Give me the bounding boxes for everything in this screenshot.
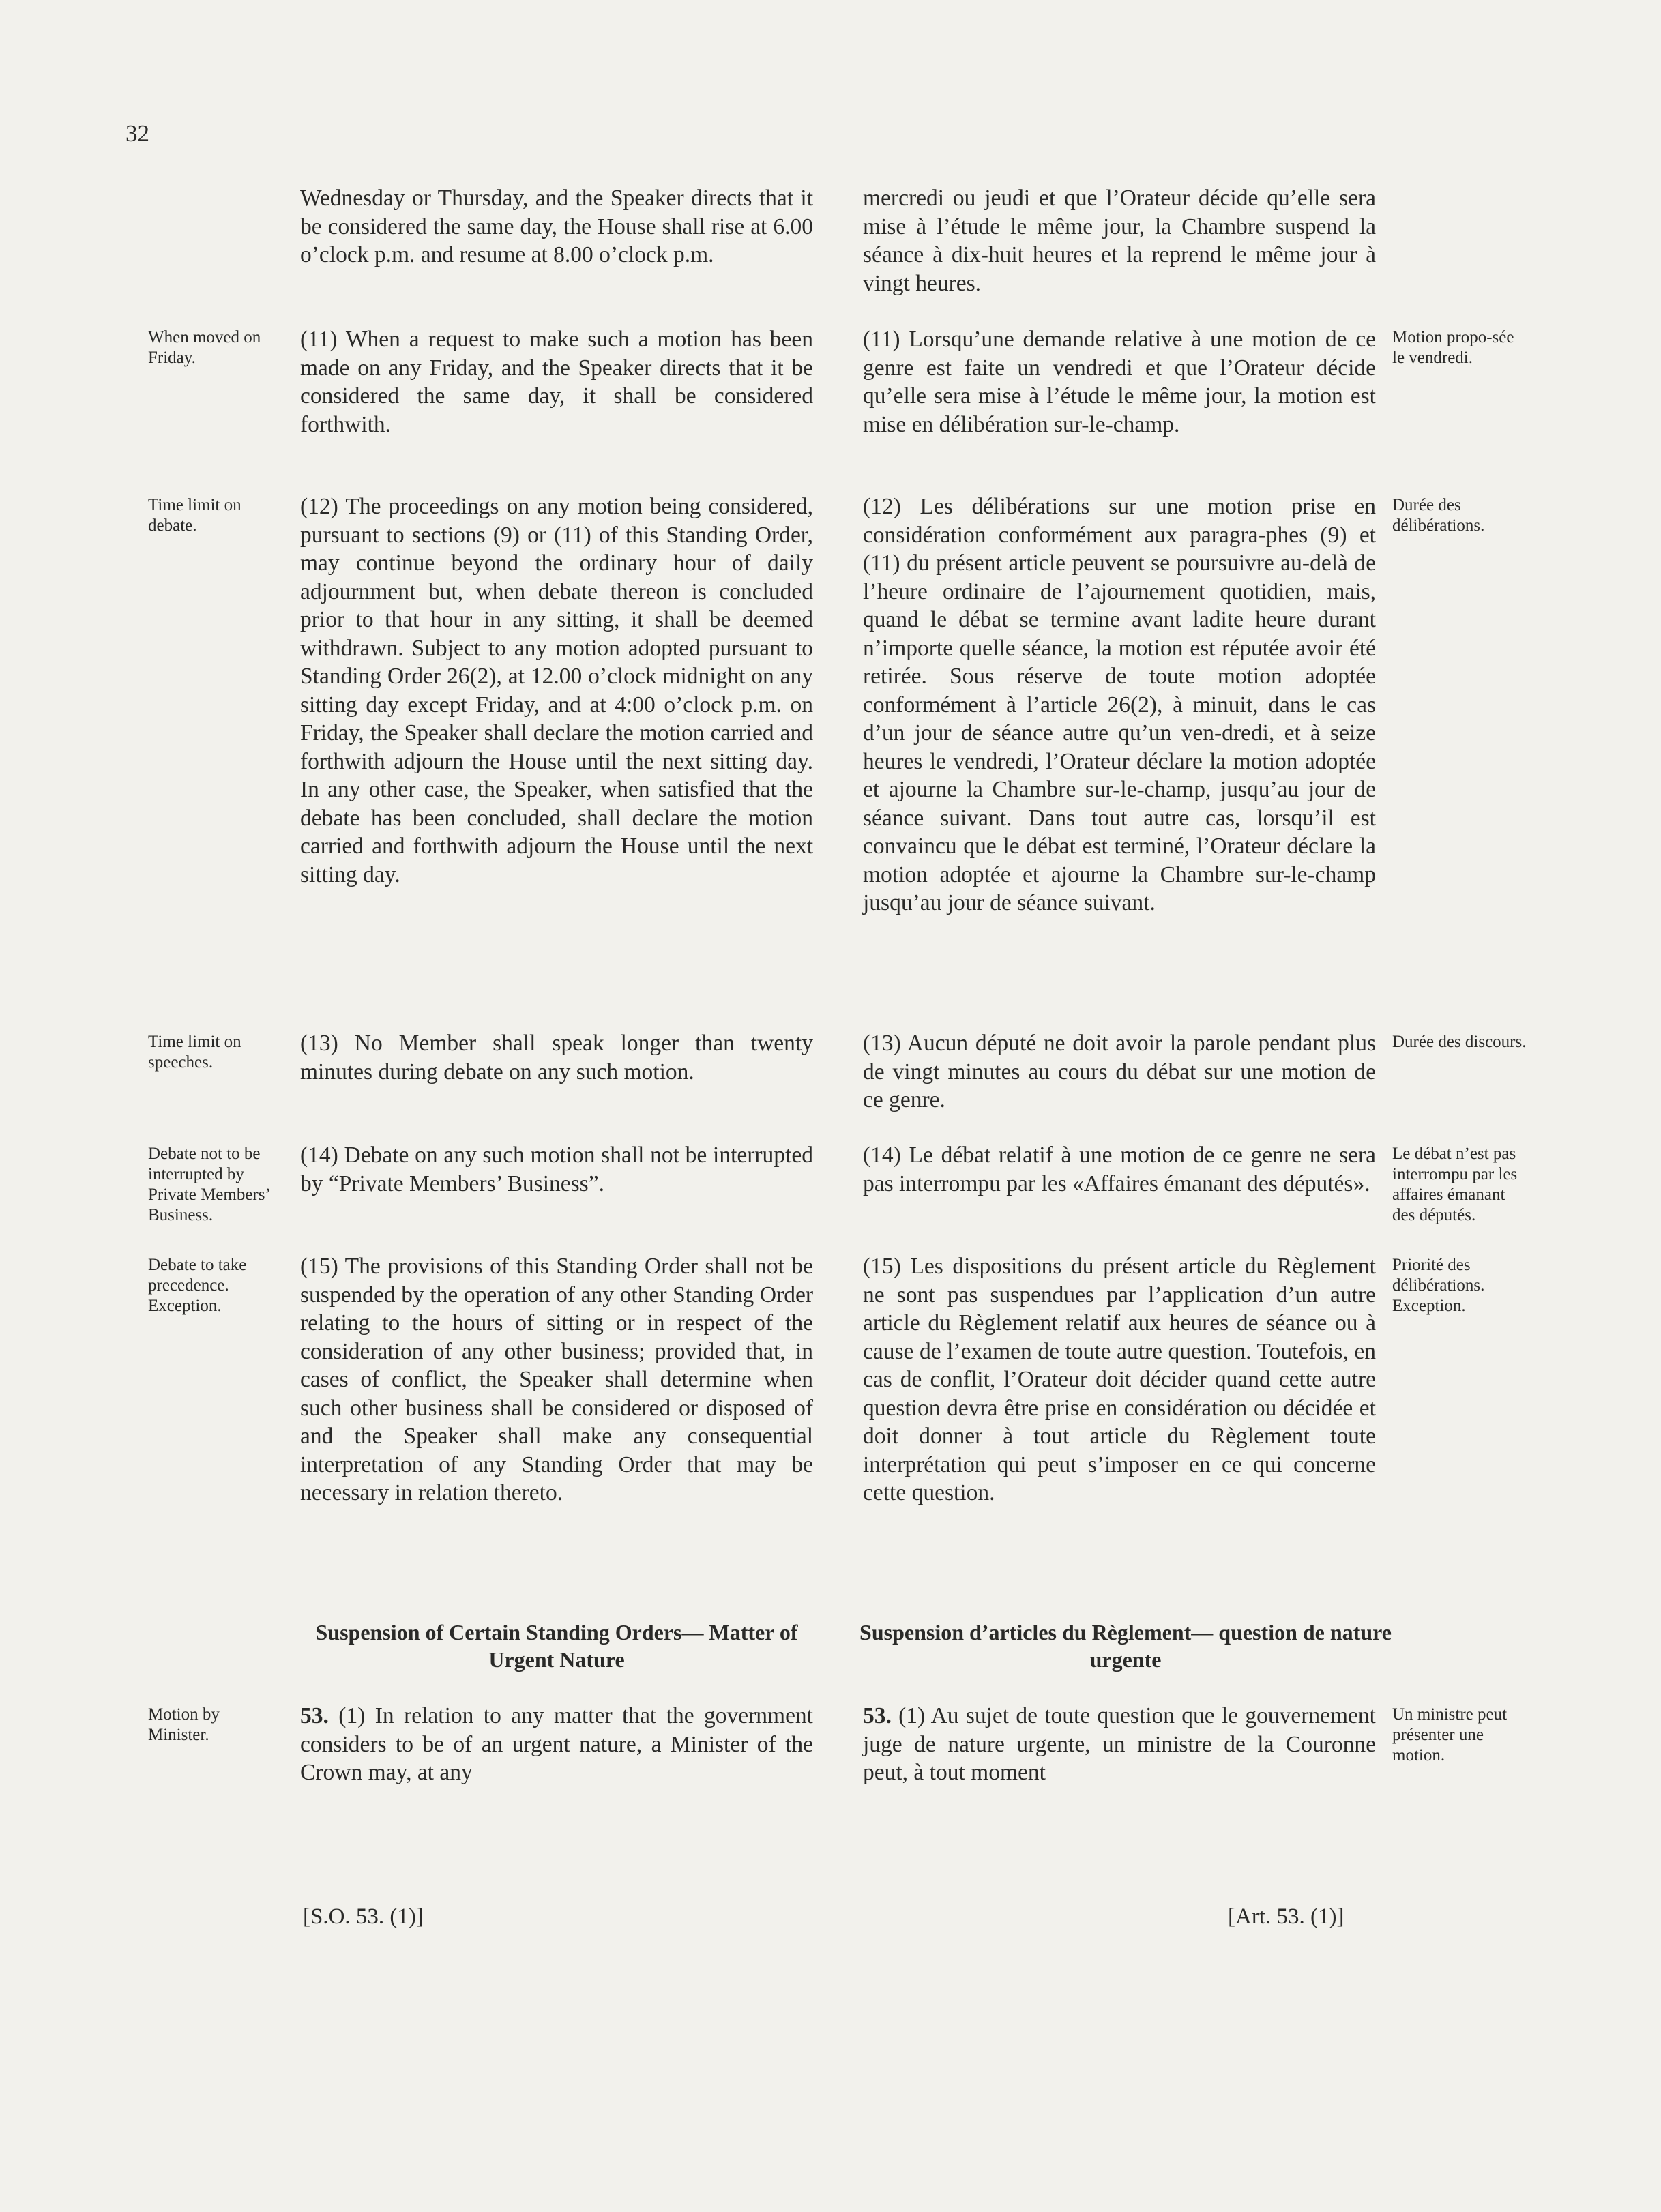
en-margin-note-not-interrupted: Debate not to be interrupted by Private Members’ Business. (148, 1145, 269, 1224)
en-paragraph-13: (13) No Member shall speak longer than twenty minutes during debate on any such motion. (300, 1031, 813, 1085)
en-paragraph-continued: Wednesday or Thursday, and the Speaker directs that it be considered the same day, the House shall rise at 6.00 o’clock p.m. and resume at 8.00 o’clock p.m. (300, 186, 813, 267)
en-section-53 (300, 1702, 813, 1787)
fr-margin-note-friday: Motion propo-sée le vendredi. (1392, 328, 1514, 367)
en-paragraph-14: (14) Debate on any such motion shall not be interrupted by “Private Members’ Business”. (300, 1142, 813, 1196)
en-section-heading: Suspension of Certain Standing Orders— Matter of Urgent Nature (315, 1620, 798, 1672)
fr-paragraph-12: (12) Les délibérations sur une motion prise en considération conformément aux paragra-phes (9) et (11) du présent article peuvent se poursuivre au-delà de l’heure ordinaire de l’ajournement quotidien, mais, quand le débat se termine avant ladite heure durant n’importe quelle séance, la motion est réputée avoir été retirée. Sous réserve de toute motion adoptée conformément à l’article 26(2), à minuit, dans le cas d’un jour de séance autre qu’un ven-dredi, et à seize heures le vendredi, l’Orateur déclare la motion adoptée et ajourne la Chambre sur-le-champ, jusqu’au jour de séance suivant. Dans tout autre cas, lorsqu’il est convaincu que le débat est terminé, l’Orateur déclare la motion adoptée et ajourne la Chambre sur-le-champ jusqu’au jour de séance suivant. (863, 494, 1376, 915)
fr-paragraph-14: (14) Le débat relatif à une motion de ce genre ne sera pas interrompu par les «Affaires émanant des députés». (863, 1142, 1376, 1196)
fr-margin-note-not-interrupted: Le débat n’est pas interrompu par les affaires émanant des députés. (1392, 1145, 1518, 1224)
fr-margin-note-precedence: Priorité des délibérations. Exception. (1392, 1256, 1485, 1315)
fr-section-heading: Suspension d’articles du Règlement— question de nature urgente (859, 1620, 1392, 1672)
en-paragraph-12: (12) The proceedings on any motion being considered, pursuant to sections (9) or (11) of this Standing Order, may continue beyond the ordinary hour of daily adjournment but, when debate thereon is concluded prior to that hour in any sitting, it shall be deemed withdrawn. Subject to any motion adopted pursuant to Standing Order 26(2), at 12.00 o’clock midnight on any sitting day except Friday, and at 4:00 o’clock p.m. on Friday, the Speaker shall declare the motion carried and forthwith adjourn the House until the next sitting day. In any other case, the Speaker, when satisfied that the debate has been concluded, shall declare the motion carried and forthwith adjourn the House until the next sitting day. (300, 494, 813, 887)
en-section-53-text: (1) In relation to any matter that the government considers to be of an urgent nature, a Minister of the Crown may, at any (300, 1703, 813, 1785)
en-margin-note-time-limit-debate: Time limit on debate. (148, 496, 241, 535)
fr-paragraph-13: (13) Aucun député ne doit avoir la parole pendant plus de vingt minutes au cours du débat sur une motion de ce genre. (863, 1031, 1376, 1112)
en-paragraph-15: (15) The provisions of this Standing Order shall not be suspended by the operation of any other Standing Order relating to the hours of sitting or in respect of the consideration of any other business; provided that, in cases of conflict, the Speaker shall determine when such other business shall be considered or disposed of and the Speaker shall make any consequential interpretation of any Standing Order that may be necessary in relation thereto. (300, 1254, 813, 1505)
fr-section-number: 53. (863, 1703, 892, 1728)
en-margin-note-precedence: Debate to take precedence. Exception. (148, 1256, 247, 1315)
fr-footer-reference: [Art. 53. (1)] (1228, 1904, 1344, 1929)
en-section-number: 53. (300, 1703, 329, 1728)
fr-margin-note-time-limit-speeches: Durée des discours. (1392, 1033, 1527, 1051)
en-paragraph-11: (11) When a request to make such a motion has been made on any Friday, and the Speaker directs that it be considered the same day, it shall be considered forthwith. (300, 327, 813, 437)
fr-margin-note-minister: Un ministre peut présenter une motion. (1392, 1705, 1508, 1765)
fr-margin-note-time-limit-debate: Durée des délibérations. (1392, 496, 1485, 535)
fr-section-53-text: (1) Au sujet de toute question que le gouvernement juge de nature urgente, un ministre de la Couronne peut, à tout moment (863, 1703, 1376, 1785)
fr-paragraph-11: (11) Lorsqu’une demande relative à une motion de ce genre est faite un vendredi et que l’Orateur décide qu’elle sera mise à l’étude le même jour, la motion est mise en délibération sur-le-champ. (863, 327, 1376, 437)
en-margin-note-minister: Motion by Minister. (148, 1705, 220, 1744)
en-footer-reference: [S.O. 53. (1)] (303, 1904, 424, 1929)
en-margin-note-friday: When moved on Friday. (148, 328, 261, 367)
fr-paragraph-continued: mercredi ou jeudi et que l’Orateur décide qu’elle sera mise à l’étude le même jour, la Chambre suspend la séance à dix-huit heures et la reprend le même jour à vingt heures. (863, 186, 1376, 296)
fr-paragraph-15: (15) Les dispositions du présent article du Règlement ne sont pas suspendues par l’application d’un autre article du Règlement relatif aux heures de séance ou à cause de l’examen de toute autre question. Toutefois, en cas de conflit, l’Orateur doit décider quand cette autre question devra être prise en considération ou décidée et doit donner à tout article du Règlement toute interprétation qui peut s’imposer en ce qui concerne cette question. (863, 1254, 1376, 1505)
page-number: 32 (126, 120, 149, 147)
en-margin-note-time-limit-speeches: Time limit on speeches. (148, 1033, 241, 1072)
fr-section-53 (863, 1702, 1376, 1787)
